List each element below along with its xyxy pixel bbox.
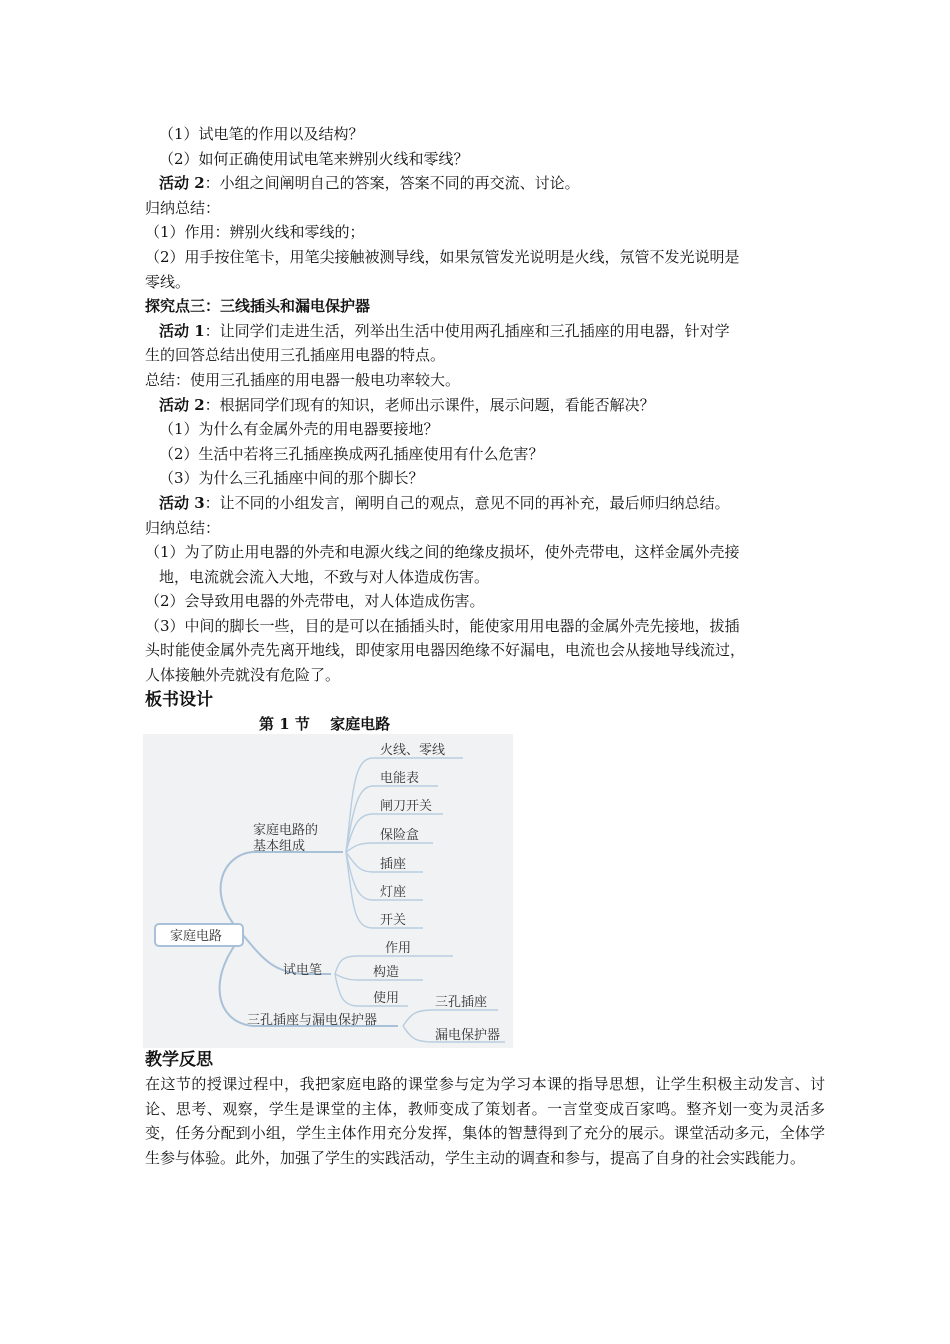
problem-2: （2）生活中若将三孔插座换成两孔插座使用有什么危害？ <box>159 444 544 463</box>
basic-item: 闸刀开关 <box>380 799 433 814</box>
root-node: 家庭电路 <box>170 929 223 944</box>
basic-node-line-1: 家庭电路的 <box>253 823 319 838</box>
basic-item: 灯座 <box>380 885 407 900</box>
basic-node-line-2: 基本组成 <box>253 839 306 854</box>
summary-1-item-2a: （2）用手按住笔卡，用笔尖接触被测导线，如果氖管发光说明是火线，氖管不发光说明是 <box>145 247 740 266</box>
problem-1: （1）为什么有金属外壳的用电器要接地？ <box>159 420 439 439</box>
answer-3b: 头时能使金属外壳先离开地线，即使家用电器因绝缘不好漏电，电流也会从接地导线流过， <box>145 641 746 660</box>
activity-text: ：小组之间阐明自己的答案，答案不同的再交流、讨论。 <box>204 174 580 193</box>
socket-item: 漏电保护器 <box>435 1028 501 1043</box>
question-1: （1）试电笔的作用以及结构？ <box>159 125 364 143</box>
activity-2-line <box>145 171 825 196</box>
problem-3: （3）为什么三孔插座中间的那个脚长？ <box>159 469 424 488</box>
activity-label: 活动 3 <box>159 493 205 512</box>
summary-heading-2: 归纳总结： <box>145 518 221 537</box>
reflection-heading: 教学反思 <box>145 1050 213 1070</box>
activity-label: 活动 2 <box>159 395 205 414</box>
document-body <box>145 122 825 712</box>
pen-node: 试电笔 <box>283 963 323 978</box>
activity-1-line-b: 生的回答总结出使用三孔插座用电器的特点。 <box>145 346 446 365</box>
activity-text: ：让不同的小组发言，阐明自己的观点，意见不同的再补充，最后师归纳总结。 <box>204 493 730 512</box>
pen-item: 作用 <box>385 941 412 956</box>
answer-1a: （1）为了防止用电器的外壳和电源火线之间的绝缘皮损坏，使外壳带电，这样金属外壳接 <box>145 543 740 562</box>
answer-3a: （3）中间的脚长一些，目的是可以在插插头时，能使家用用电器的金属外壳先接地，拔插 <box>145 616 740 635</box>
basic-item: 电能表 <box>380 771 420 786</box>
activity-text: ：让同学们走进生活，列举出生活中使用两孔插座和三孔插座的用电器，针对学 <box>204 321 730 340</box>
socket-node: 三孔插座与漏电保护器 <box>247 1013 378 1028</box>
activity-text: ：根据同学们现有的知识，老师出示课件，展示问题，看能否解决？ <box>204 395 655 414</box>
basic-item: 保险盒 <box>380 828 420 843</box>
pen-item: 构造 <box>373 965 400 980</box>
activity-label: 活动 2 <box>159 174 205 193</box>
reflection-text: 在这节的授课过程中，我把家庭电路的课堂参与定为学习本课的指导思想，让学生积极主动发言、讨论、思考、观察，学生是课堂的主体，教师变成了策划者。一言堂变成百家鸣。整齐划一变为灵活多变，任务分配到小组，学生主体作用充分发挥，集体的智慧得到了充分的展示。课堂活动多元，全体学生参与体验。此外，加强了学生的实践活动，学生主动的调查和参与，提高了自身的社会实践能力。 <box>145 1075 825 1167</box>
activity-2b-line <box>145 393 825 418</box>
explore-point-3: 探究点三：三线插头和漏电保护器 <box>145 297 371 316</box>
answer-1b: 地，电流就会流入大地，不致与对人体造成伤害。 <box>159 567 490 586</box>
basic-item: 开关 <box>380 913 407 928</box>
board-design-heading: 板书设计 <box>145 689 213 710</box>
conclusion: 总结：使用三孔插座的用电器一般电功率较大。 <box>145 370 461 389</box>
question-2: （2）如何正确使用试电笔来辨别火线和零线？ <box>159 149 469 168</box>
activity-3-line <box>145 491 825 516</box>
socket-item: 三孔插座 <box>435 995 488 1010</box>
activity-label: 活动 1 <box>159 321 205 340</box>
activity-1-line-a <box>145 319 825 344</box>
summary-1-item-1: （1）作用：辨别火线和零线的； <box>145 223 365 242</box>
basic-item: 火线、零线 <box>380 743 446 758</box>
pen-item: 使用 <box>373 991 400 1006</box>
reflection-section <box>145 1048 825 1170</box>
answer-3c: 人体接触外壳就没有危险了。 <box>145 666 341 685</box>
answer-2: （2）会导致用电器的外壳带电，对人体造成伤害。 <box>145 592 485 611</box>
board-title: 第 1 节 家庭电路 <box>259 715 391 733</box>
mind-map <box>143 734 513 1048</box>
basic-item: 插座 <box>380 857 407 872</box>
summary-heading-1: 归纳总结： <box>145 198 221 217</box>
summary-1-item-2b: 零线。 <box>145 272 191 291</box>
